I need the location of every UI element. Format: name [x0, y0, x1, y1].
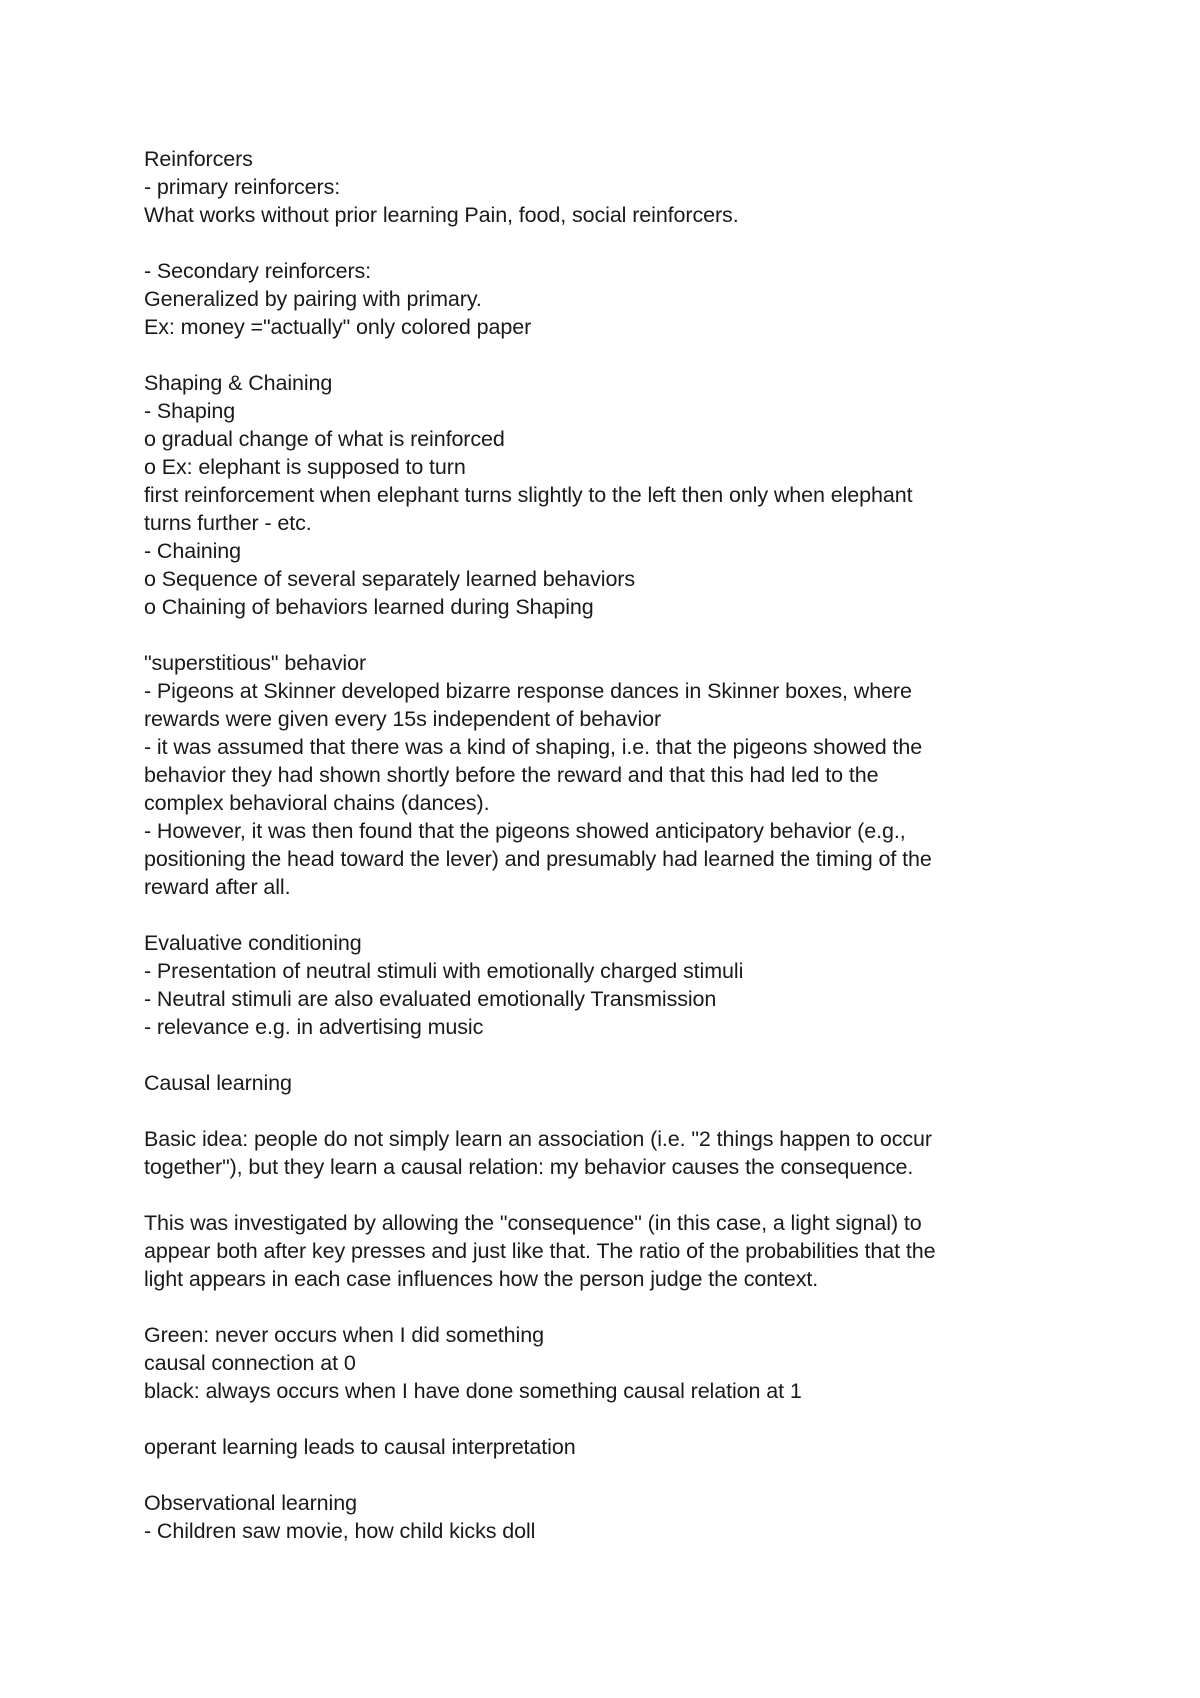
spacer [144, 229, 1064, 257]
shaping-point: o Ex: elephant is supposed to turn [144, 455, 466, 479]
chaining-point: o Chaining of behaviors learned during Shaping [144, 595, 594, 619]
paragraph-line: positioning the head toward the lever) and presumably had learned the timing of the [144, 847, 932, 871]
paragraph-line: together"), but they learn a causal relation: my behavior causes the consequence. [144, 1155, 914, 1179]
paragraph-line: reward after all. [144, 875, 291, 899]
spacer [144, 1041, 1064, 1069]
heading-superstitious-behavior: "superstitious" behavior [144, 651, 367, 675]
secondary-reinforcers-example: Ex: money ="actually" only colored paper [144, 315, 532, 339]
paragraph-line: complex behavioral chains (dances). [144, 791, 490, 815]
paragraph-line: This was investigated by allowing the "consequence" (in this case, a light signal) to [144, 1211, 922, 1235]
black-condition-line: black: always occurs when I have done something causal relation at 1 [144, 1379, 802, 1403]
spacer [144, 1181, 1064, 1209]
section-causal-learning [144, 1069, 1064, 1461]
shaping-detail: first reinforcement when elephant turns slightly to the left then only when elephant [144, 483, 913, 507]
paragraph-line: behavior they had shown shortly before the reward and that this had led to the [144, 763, 879, 787]
heading-evaluative-conditioning: Evaluative conditioning [144, 931, 362, 955]
paragraph-line: light appears in each case influences how the person judge the context. [144, 1267, 819, 1291]
heading-causal-learning: Causal learning [144, 1071, 292, 1095]
shaping-detail: turns further - etc. [144, 511, 312, 535]
primary-reinforcers-label: - primary reinforcers: [144, 175, 341, 199]
spacer [144, 621, 1064, 649]
spacer [144, 901, 1064, 929]
section-reinforcers [144, 145, 1064, 341]
spacer [144, 1097, 1064, 1125]
green-condition-line: causal connection at 0 [144, 1351, 356, 1375]
evaluative-point: - Presentation of neutral stimuli with emotionally charged stimuli [144, 959, 744, 983]
secondary-reinforcers-label: - Secondary reinforcers: [144, 259, 372, 283]
secondary-reinforcers-description: Generalized by pairing with primary. [144, 287, 482, 311]
paragraph-line: rewards were given every 15s independent of behavior [144, 707, 662, 731]
section-shaping-chaining [144, 369, 1064, 621]
heading-observational-learning: Observational learning [144, 1491, 357, 1515]
spacer [144, 1405, 1064, 1433]
section-observational-learning [144, 1489, 1064, 1545]
green-condition-line: Green: never occurs when I did something [144, 1323, 544, 1347]
evaluative-point: - relevance e.g. in advertising music [144, 1015, 484, 1039]
chaining-point: o Sequence of several separately learned behaviors [144, 567, 636, 591]
heading-shaping-chaining: Shaping & Chaining [144, 371, 333, 395]
paragraph-line: Basic idea: people do not simply learn an association (i.e. "2 things happen to occur [144, 1127, 932, 1151]
shaping-label: - Shaping [144, 399, 236, 423]
operant-conclusion: operant learning leads to causal interpretation [144, 1435, 576, 1459]
primary-reinforcers-description: What works without prior learning Pain, food, social reinforcers. [144, 203, 739, 227]
chaining-label: - Chaining [144, 539, 241, 563]
paragraph-line: - Pigeons at Skinner developed bizarre response dances in Skinner boxes, where [144, 679, 912, 703]
heading-reinforcers: Reinforcers [144, 147, 253, 171]
spacer [144, 1461, 1064, 1489]
spacer [144, 1293, 1064, 1321]
section-superstitious-behavior [144, 649, 1064, 901]
shaping-point: o gradual change of what is reinforced [144, 427, 505, 451]
spacer [144, 341, 1064, 369]
observational-point: - Children saw movie, how child kicks doll [144, 1519, 536, 1543]
paragraph-line: - However, it was then found that the pigeons showed anticipatory behavior (e.g., [144, 819, 906, 843]
paragraph-line: appear both after key presses and just like that. The ratio of the probabilities that the [144, 1239, 936, 1263]
section-evaluative-conditioning [144, 929, 1064, 1041]
document-body [144, 145, 1064, 1545]
evaluative-point: - Neutral stimuli are also evaluated emotionally Transmission [144, 987, 717, 1011]
paragraph-line: - it was assumed that there was a kind of shaping, i.e. that the pigeons showed the [144, 735, 923, 759]
